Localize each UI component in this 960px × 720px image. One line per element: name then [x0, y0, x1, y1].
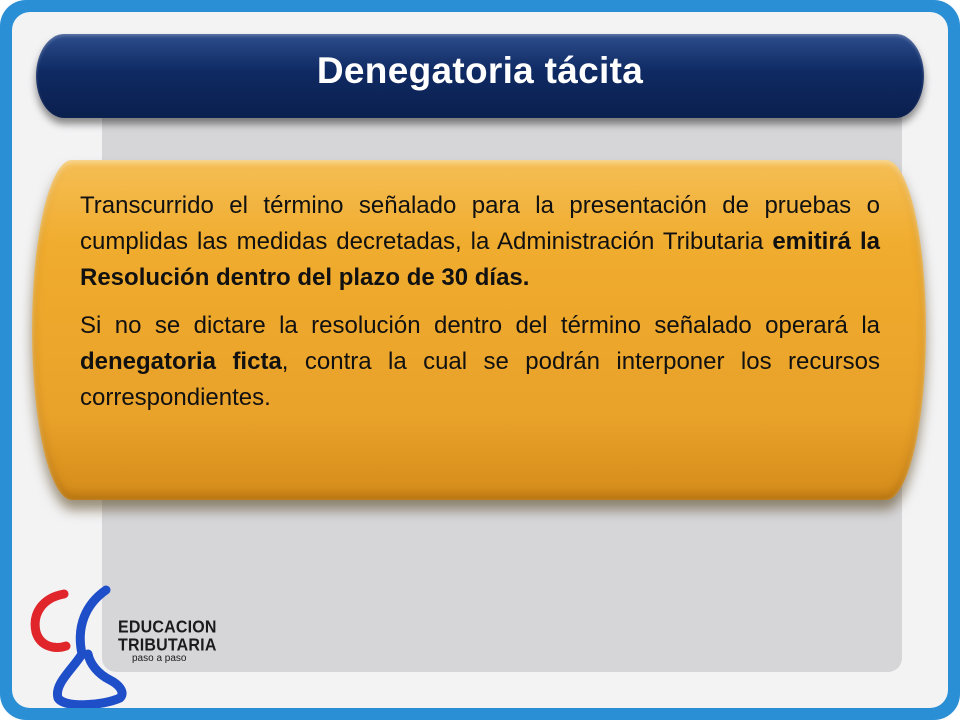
slide-title: Denegatoria tácita: [316, 50, 644, 91]
educacion-tributaria-logo: [24, 574, 224, 708]
paragraph-1-text: Transcurrido el término señalado para la presentación de pruebas o cumplidas las medidas decretadas, la Administración Tributaria: [80, 192, 880, 255]
title-banner: [36, 34, 924, 118]
paragraph-1: [80, 188, 880, 296]
content-box: [32, 160, 926, 500]
logo-text-line2: TRIBUTARIA: [118, 636, 217, 655]
paragraph-2-text-before: Si no se dictare la resolución dentro del término señalado operará la: [80, 312, 880, 339]
paragraph-1-emphasis: emitirá la Resolución dentro del plazo de 30 días.: [80, 228, 880, 291]
paragraph-2-emphasis: denegatoria ficta: [80, 348, 282, 375]
logo-text-line1: EDUCACION: [118, 618, 217, 637]
paragraph-2-text-after: , contra la cual se podrán interponer los recursos correspondientes.: [80, 348, 881, 411]
logo-tagline: paso a paso: [132, 653, 187, 664]
slide-background: [12, 12, 948, 708]
content-text: [80, 188, 880, 428]
paragraph-2: [80, 308, 880, 416]
